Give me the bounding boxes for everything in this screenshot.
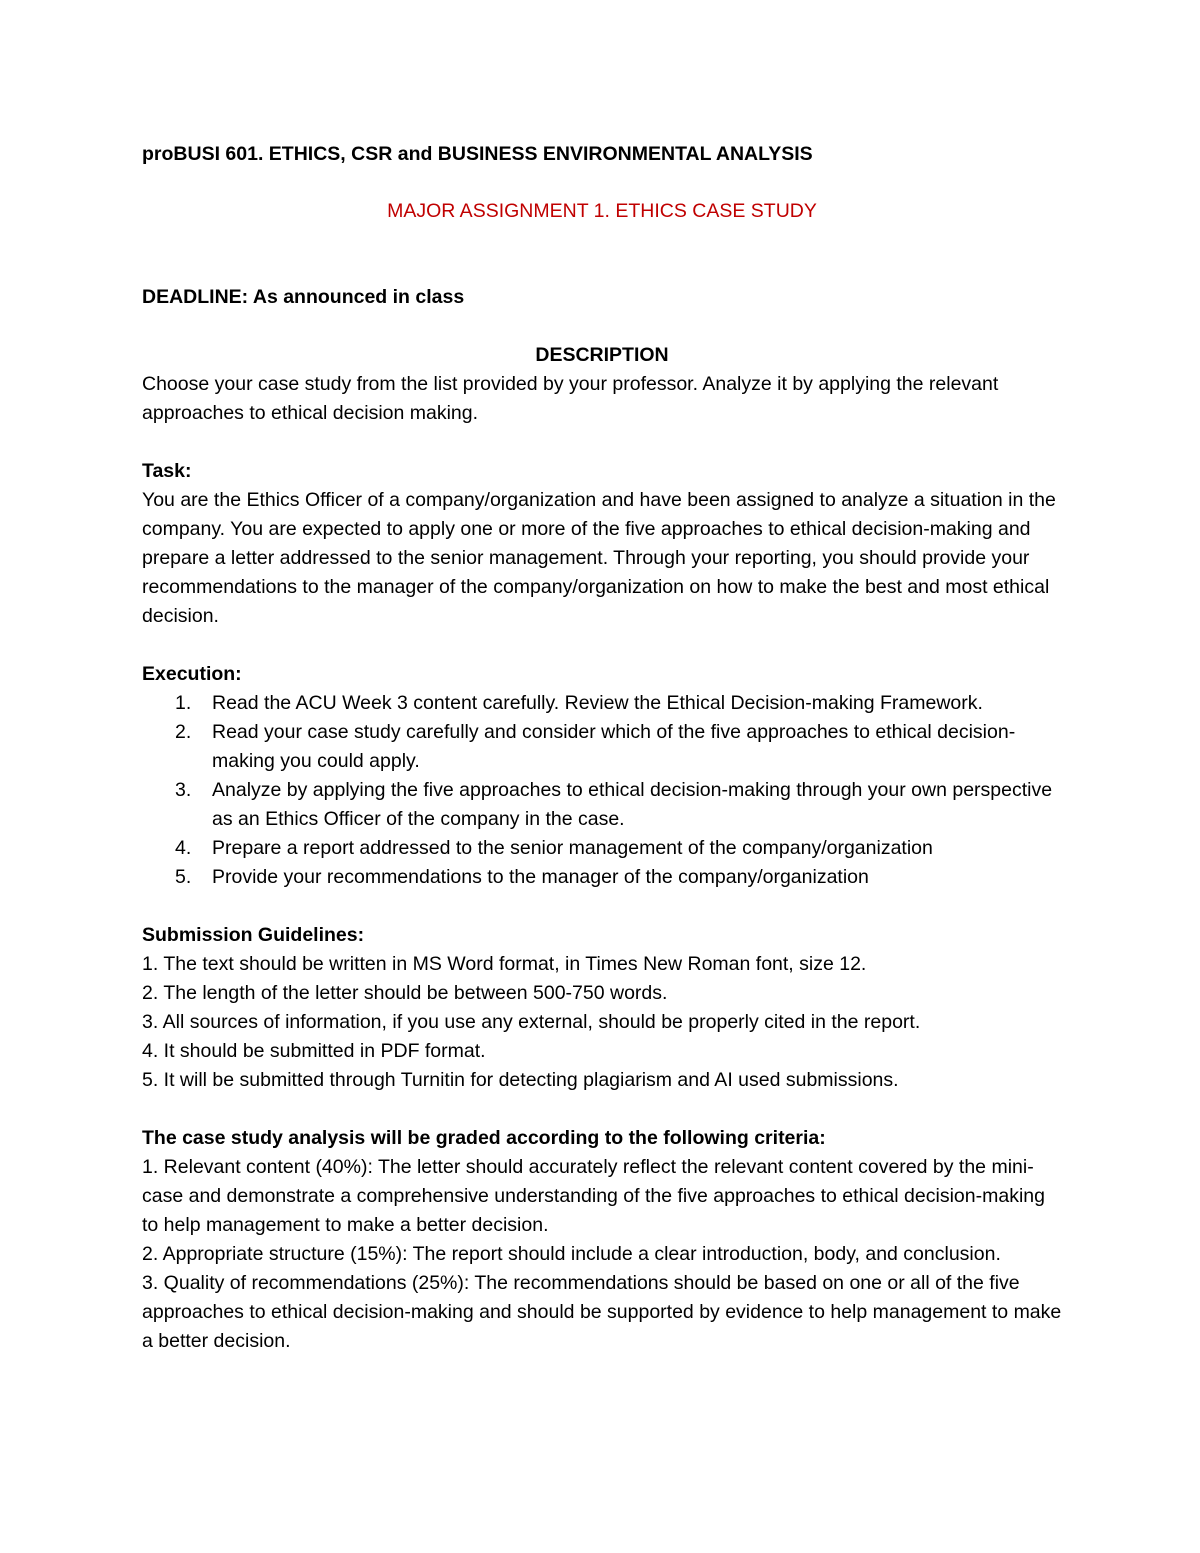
execution-item: [142, 834, 1062, 863]
task-heading: Task:: [142, 460, 192, 482]
submission-item: 2. The length of the letter should be between 500-750 words.: [142, 982, 668, 1004]
execution-item: [142, 863, 1062, 892]
submission-item: 3. All sources of information, if you use any external, should be properly cited in the report.: [142, 1011, 921, 1033]
execution-item-text: Analyze by applying the five approaches to ethical decision-making through your own perspective as an Ethics Officer of the company in the case.: [212, 779, 1053, 830]
execution-item: [142, 689, 1062, 718]
execution-item-number: 1.: [175, 692, 192, 714]
execution-item-number: 3.: [175, 779, 192, 801]
task-text: You are the Ethics Officer of a company/organization and have been assigned to analyze a situation in the company. You are expected to apply one or more of the five approaches to ethical decision-making and prepare a letter addressed to the senior management. Through your reporting, you should provide your recommendations to the manager of the company/organization on how to make the best and most ethical decision.: [142, 489, 1056, 627]
execution-item: [142, 718, 1062, 776]
execution-item-text: Read the ACU Week 3 content carefully. Review the Ethical Decision-making Framework.: [212, 692, 983, 714]
description-text: Choose your case study from the list provided by your professor. Analyze it by applying the relevant approaches to ethical decision making.: [142, 373, 999, 424]
execution-item-text: Prepare a report addressed to the senior management of the company/organization: [212, 837, 933, 859]
criteria-item: 1. Relevant content (40%): The letter should accurately reflect the relevant content covered by the mini-case and demonstrate a comprehensive understanding of the five approaches to ethical decision-making to help management to make a better decision.: [142, 1156, 1045, 1236]
deadline-label: DEADLINE: As announced in class: [142, 286, 465, 308]
execution-list: [142, 689, 1062, 892]
submission-item: 4. It should be submitted in PDF format.: [142, 1040, 486, 1062]
execution-heading: Execution:: [142, 663, 242, 685]
criteria-item: 2. Appropriate structure (15%): The report should include a clear introduction, body, and conclusion.: [142, 1243, 1001, 1265]
criteria-heading: The case study analysis will be graded according to the following criteria:: [142, 1127, 826, 1149]
description-heading: DESCRIPTION: [535, 344, 669, 366]
execution-item-text: Read your case study carefully and consider which of the five approaches to ethical decision-making you could apply.: [212, 721, 1016, 772]
execution-item: [142, 776, 1062, 834]
execution-item-number: 2.: [175, 721, 192, 743]
criteria-item: 3. Quality of recommendations (25%): The recommendations should be based on one or all of the five approaches to ethical decision-making and should be supported by evidence to help management to make a better decision.: [142, 1272, 1062, 1352]
document-page: [142, 140, 1062, 1356]
execution-item-number: 4.: [175, 837, 192, 859]
execution-item-text: Provide your recommendations to the manager of the company/organization: [212, 866, 869, 888]
course-title: proBUSI 601. ETHICS, CSR and BUSINESS ENVIRONMENTAL ANALYSIS: [142, 143, 813, 165]
execution-item-number: 5.: [175, 866, 192, 888]
submission-item: 5. It will be submitted through Turnitin for detecting plagiarism and AI used submissions.: [142, 1069, 899, 1091]
assignment-title: MAJOR ASSIGNMENT 1. ETHICS CASE STUDY: [387, 200, 817, 222]
submission-item: 1. The text should be written in MS Word format, in Times New Roman font, size 12.: [142, 953, 867, 975]
submission-heading: Submission Guidelines:: [142, 924, 365, 946]
